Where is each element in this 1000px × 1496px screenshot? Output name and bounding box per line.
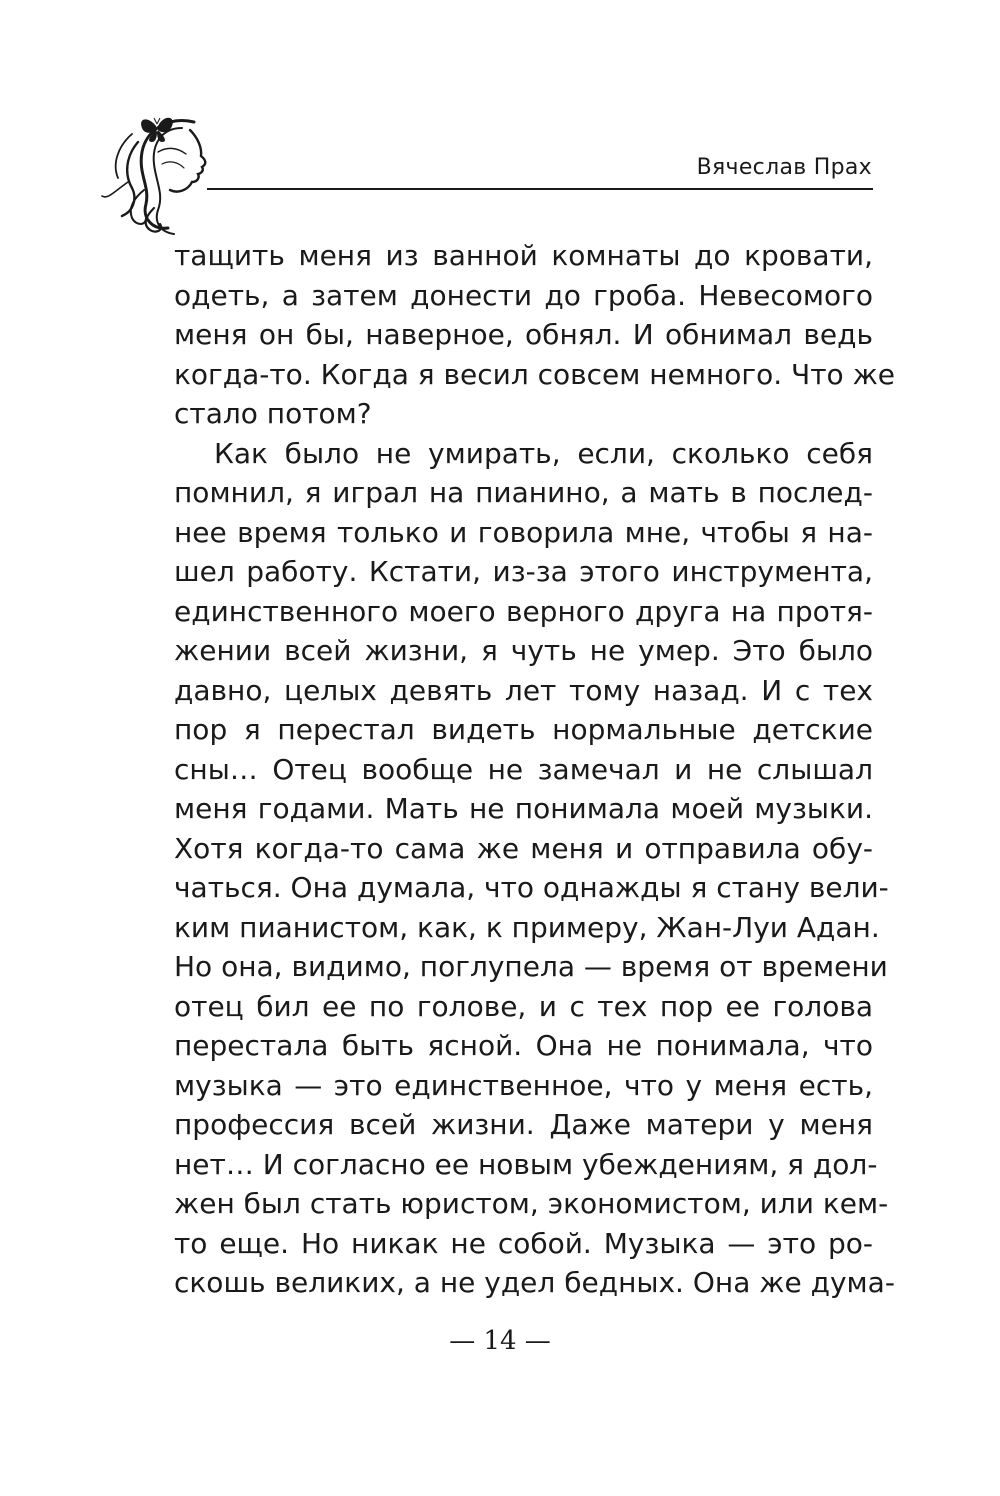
text-line: помнил, я играл на пианино, а мать в послед- <box>174 476 873 509</box>
page-number: — 14 — <box>449 1326 551 1356</box>
text-line: нее время только и говорила мне, чтобы я на- <box>174 515 873 549</box>
text-line: жении всей жизни, я чуть не умер. Это было <box>174 634 873 667</box>
text-line: одеть, а затем донести до гроба. Невесомого <box>174 278 873 312</box>
text-line: нет… И согласно ее новым убеждениям, я дол- <box>174 1147 878 1181</box>
text-line: профессия всей жизни. Даже матери у меня <box>174 1108 873 1141</box>
text-line: сны… Отец вообще не замечал и не слышал <box>174 752 873 786</box>
header-rule <box>207 188 873 190</box>
text-line: Как было не умирать, если, сколько себя <box>214 436 873 470</box>
text-line: чаться. Она думала, что однажды я стану вели- <box>174 871 889 904</box>
text-line: меня годами. Мать не понимала моей музыки. <box>174 792 873 825</box>
text-line: давно, целых девять лет тому назад. И с тех <box>174 673 873 707</box>
text-line: ким пианистом, как, к примеру, Жан-Луи Адан. <box>174 910 880 944</box>
text-line: Хотя когда-то сама же меня и отправила обу- <box>174 831 873 865</box>
text-line: единственного моего верного друга на протя- <box>174 594 873 628</box>
text-line: шел работу. Кстати, из-за этого инструмента, <box>174 555 873 588</box>
body-text <box>174 236 896 1303</box>
text-line: пор я перестал видеть нормальные детские <box>174 713 873 746</box>
text-line: отец бил ее по голове, и с тех пор ее голова <box>174 989 873 1023</box>
woman-profile-butterfly-icon <box>98 112 228 242</box>
text-line: перестала быть ясной. Она не понимала, что <box>174 1029 873 1062</box>
text-line: музыка — это единственное, что у меня есть, <box>174 1068 873 1102</box>
running-head-author: Вячеслав Прах <box>696 155 872 180</box>
text-line: стало потом? <box>174 397 372 430</box>
text-line: Но она, видимо, поглупела — время от времени <box>174 950 888 983</box>
text-line: скошь великих, а не удел бедных. Она же дума- <box>174 1266 895 1299</box>
text-line: когда-то. Когда я весил совсем немного. Что же <box>174 357 896 391</box>
text-line: жен был стать юристом, экономистом, или кем- <box>174 1187 889 1220</box>
text-line: то еще. Но никак не собой. Музыка — это ро- <box>174 1226 873 1260</box>
text-line: тащить меня из ванной комнаты до кровати, <box>174 239 873 272</box>
text-line: меня он бы, наверное, обнял. И обнимал ведь <box>174 318 873 351</box>
